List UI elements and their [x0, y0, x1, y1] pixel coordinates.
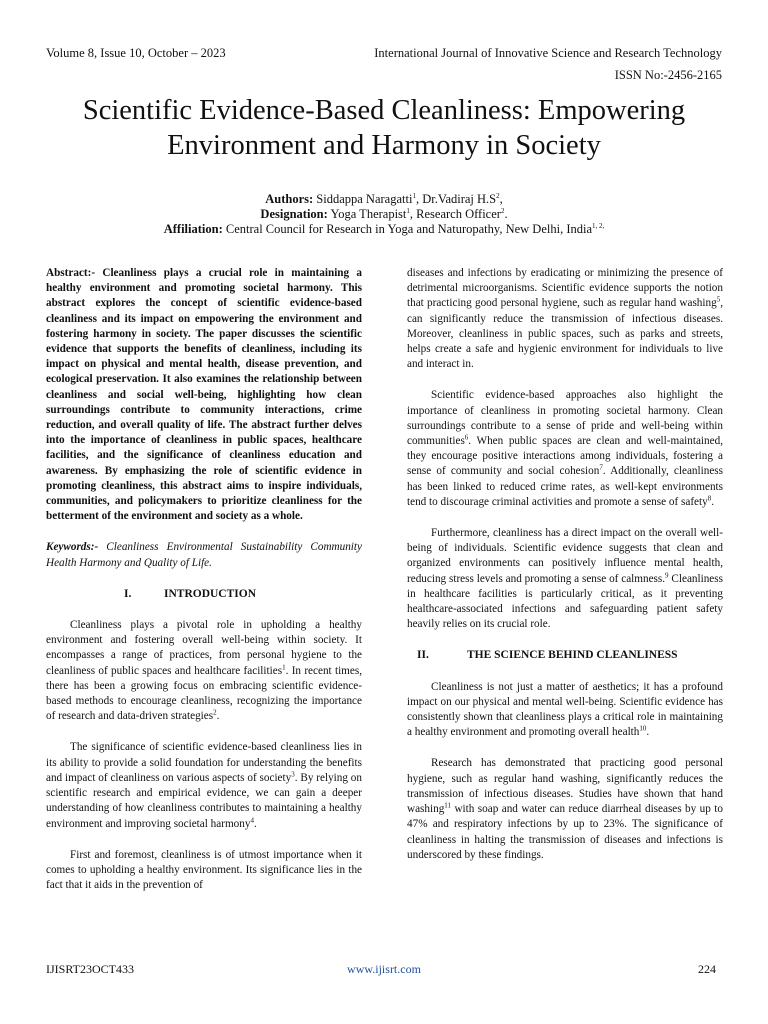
text-run: with soap and water can reduce diarrheal diseases by up to 47% and respiratory infections by up to 23%. The significance of cleanliness in halting the transmission of diseases and infections is underscored by these findings.: [407, 803, 723, 861]
citation: 8: [707, 494, 712, 503]
paragraph-8: [407, 756, 723, 862]
text-run: . When public spaces are clean and well-maintained, they encourage positive interactions among individuals, fostering a sense of community and social cohesion: [407, 435, 723, 478]
text-run: Scientific evidence-based approaches also highlight the importance of cleanliness in promoting societal harmony. Clean surroundings contribute to a sense of pride and well-being within communities: [407, 389, 723, 448]
keywords-text: Cleanliness Environmental Sustainability Community Health Harmony and Quality of Life.: [46, 541, 362, 569]
affiliation-sup: 1, 2,: [592, 221, 605, 230]
section-number: I.: [124, 587, 132, 600]
citation: 7: [599, 463, 603, 472]
author-1: Siddappa Naragatti: [313, 192, 413, 206]
header-journal: International Journal of Innovative Science and Research Technology: [374, 46, 722, 60]
text-run: . By relying on scientific research and empirical evidence, we can gain a deeper understanding of how cleanliness contributes to maintaining a healthy environment and improving societal harmony: [46, 771, 362, 830]
section-number: II.: [417, 649, 429, 662]
designation-1-sup: 1: [406, 206, 410, 215]
title-line-1: Scientific Evidence-Based Cleanliness: Empowering: [82, 95, 686, 126]
affiliation-line: [46, 222, 722, 237]
text-run: The significance of scientific evidence-based cleanliness lies in its ability to provide a solid foundation for understanding the benefits and impact of cleanliness on various aspects of society: [46, 741, 362, 784]
keywords-label: Keywords:-: [46, 541, 99, 554]
citation: 2: [213, 708, 217, 717]
title-line-2: Environment and Harmony in Society: [167, 130, 601, 161]
text-run: .: [253, 817, 257, 830]
paragraph-2: [46, 740, 362, 831]
paragraph-7: [407, 680, 723, 741]
header-issn: ISSN No:-2456-2165: [614, 68, 722, 82]
text-run: .: [646, 726, 650, 739]
authors-label: Authors:: [265, 192, 314, 206]
text-run: , can significantly reduce the transmission of infectious diseases. Moreover, cleanliness in public spaces, such as parks and streets, helps create a safe and hygienic environment for individuals to live and interact in.: [407, 297, 723, 371]
designation-label: Designation:: [260, 207, 328, 221]
paragraph-5: [407, 388, 723, 510]
section-heading-introduction: [46, 587, 362, 602]
designation-end: .: [504, 207, 508, 221]
paragraph-3: First and foremost, cleanliness is of utmost importance when it comes to upholding a healthy environment. Its significance lies in the fact that it aids in the prevention of: [46, 848, 362, 892]
abstract: Abstract:- Cleanliness plays a crucial role in maintaining a healthy environment and promoting societal harmony. This abstract explores the concept of scientific evidence-based cleanliness and its impact on empowering the environment and fostering harmony in society. The paper discusses the scientific evidence that supports the benefits of cleanliness, including its impact on physical and mental health, disease prevention, and ecological preservation. It also examines the relationship between cleanliness and social well-being, highlighting how clean surroundings contribute to community interactions, crime reduction, and overall quality of life. The abstract further delves into the importance of cleanliness in public spaces, healthcare facilities, and the significance of cleanliness education and awareness. By emphasizing the role of scientific evidence in promoting cleanliness, this abstract aims to inspire individuals, communities, and policymakers to prioritize cleanliness for the betterment of the environment and society as a whole.: [46, 267, 362, 523]
text-run: Cleanliness plays a pivotal role in upholding a healthy environment and fostering overall well-being within society. It encompasses a range of practices, from personal hygiene to the cleanliness of public spaces and healthcare facilities: [46, 619, 362, 677]
paper-title: [40, 93, 728, 163]
designation-2-sup: 2: [500, 206, 505, 215]
author-1-sup: 1: [412, 191, 416, 200]
right-column: [407, 266, 723, 879]
left-column: [46, 266, 362, 909]
citation: 4: [250, 815, 254, 824]
citation: 11: [444, 801, 452, 810]
text-run: .: [711, 495, 715, 508]
text-run: Furthermore, cleanliness has a direct impact on the overall well-being of individuals. Scientific evidence suggests that clean and organized environments can positively influence mental health, reducing stress levels and promoting a sense of calmness.: [407, 527, 723, 585]
paragraph-6: [407, 526, 723, 632]
citation: 10: [639, 724, 647, 733]
paragraph-1: [46, 618, 362, 724]
text-run: Cleanliness is not just a matter of aesthetics; it has a profound impact on our physical and mental well-being. Scientific evidence has consistently shown that cleanliness plays a critical role in maintaining a healthy environment and promoting overall health: [407, 680, 723, 739]
section-heading-science: [407, 648, 723, 663]
keywords: [46, 540, 362, 570]
authors-end: ,: [499, 192, 503, 206]
section-title: INTRODUCTION: [164, 587, 257, 600]
designation-line: [46, 207, 722, 222]
text-run: diseases and infections by eradicating or minimizing the presence of detrimental microorganisms. Scientific evidence supports the notion that practicing good personal hygiene, such as regular hand washing: [407, 267, 723, 310]
designation-1: Yoga Therapist: [327, 207, 407, 221]
citation: 5: [716, 295, 721, 304]
citation: 6: [464, 433, 469, 442]
author-2-sup: 2: [496, 191, 500, 200]
affiliation-label: Affiliation:: [163, 222, 223, 236]
header-volume: Volume 8, Issue 10, October – 2023: [46, 46, 226, 60]
text-run: . In recent times, there has been a growing focus on embracing scientific evidence-based methods to encourage cleanliness, recognizing the importance of research and data-driven strategies: [46, 664, 362, 723]
section-title: THE SCIENCE BEHIND CLEANLINESS: [467, 649, 678, 662]
affiliation-text: Central Council for Research in Yoga and Naturopathy, New Delhi, India: [222, 222, 593, 236]
text-run: Cleanliness in healthcare facilities is particularly critical, as it preventing healthcare-associated infections and safeguarding patient safety heavily relies on its crucial role.: [407, 572, 723, 631]
footer-page-number: 224: [698, 962, 716, 976]
footer-paper-id: IJISRT23OCT433: [46, 962, 134, 976]
designation-2: , Research Officer: [409, 207, 501, 221]
text-run: Research has demonstrated that practicing good personal hygiene, such as regular hand washing, significantly reduces the transmission of infectious diseases. Studies have shown that hand washing: [407, 757, 723, 816]
text-run: . Additionally, cleanliness has been linked to reduced crime rates, as well-kept environments tend to discourage criminal activities and promote a sense of safety: [407, 465, 724, 508]
footer-website-link[interactable]: www.ijisrt.com: [347, 962, 421, 976]
author-block: [46, 192, 722, 237]
citation: 3: [291, 770, 295, 779]
authors-line: [46, 192, 722, 207]
citation: 9: [665, 570, 669, 579]
text-run: .: [216, 710, 220, 723]
author-2: , Dr.Vadiraj H.S: [415, 192, 497, 206]
paragraph-4: [407, 266, 723, 372]
citation: 1: [282, 662, 286, 671]
